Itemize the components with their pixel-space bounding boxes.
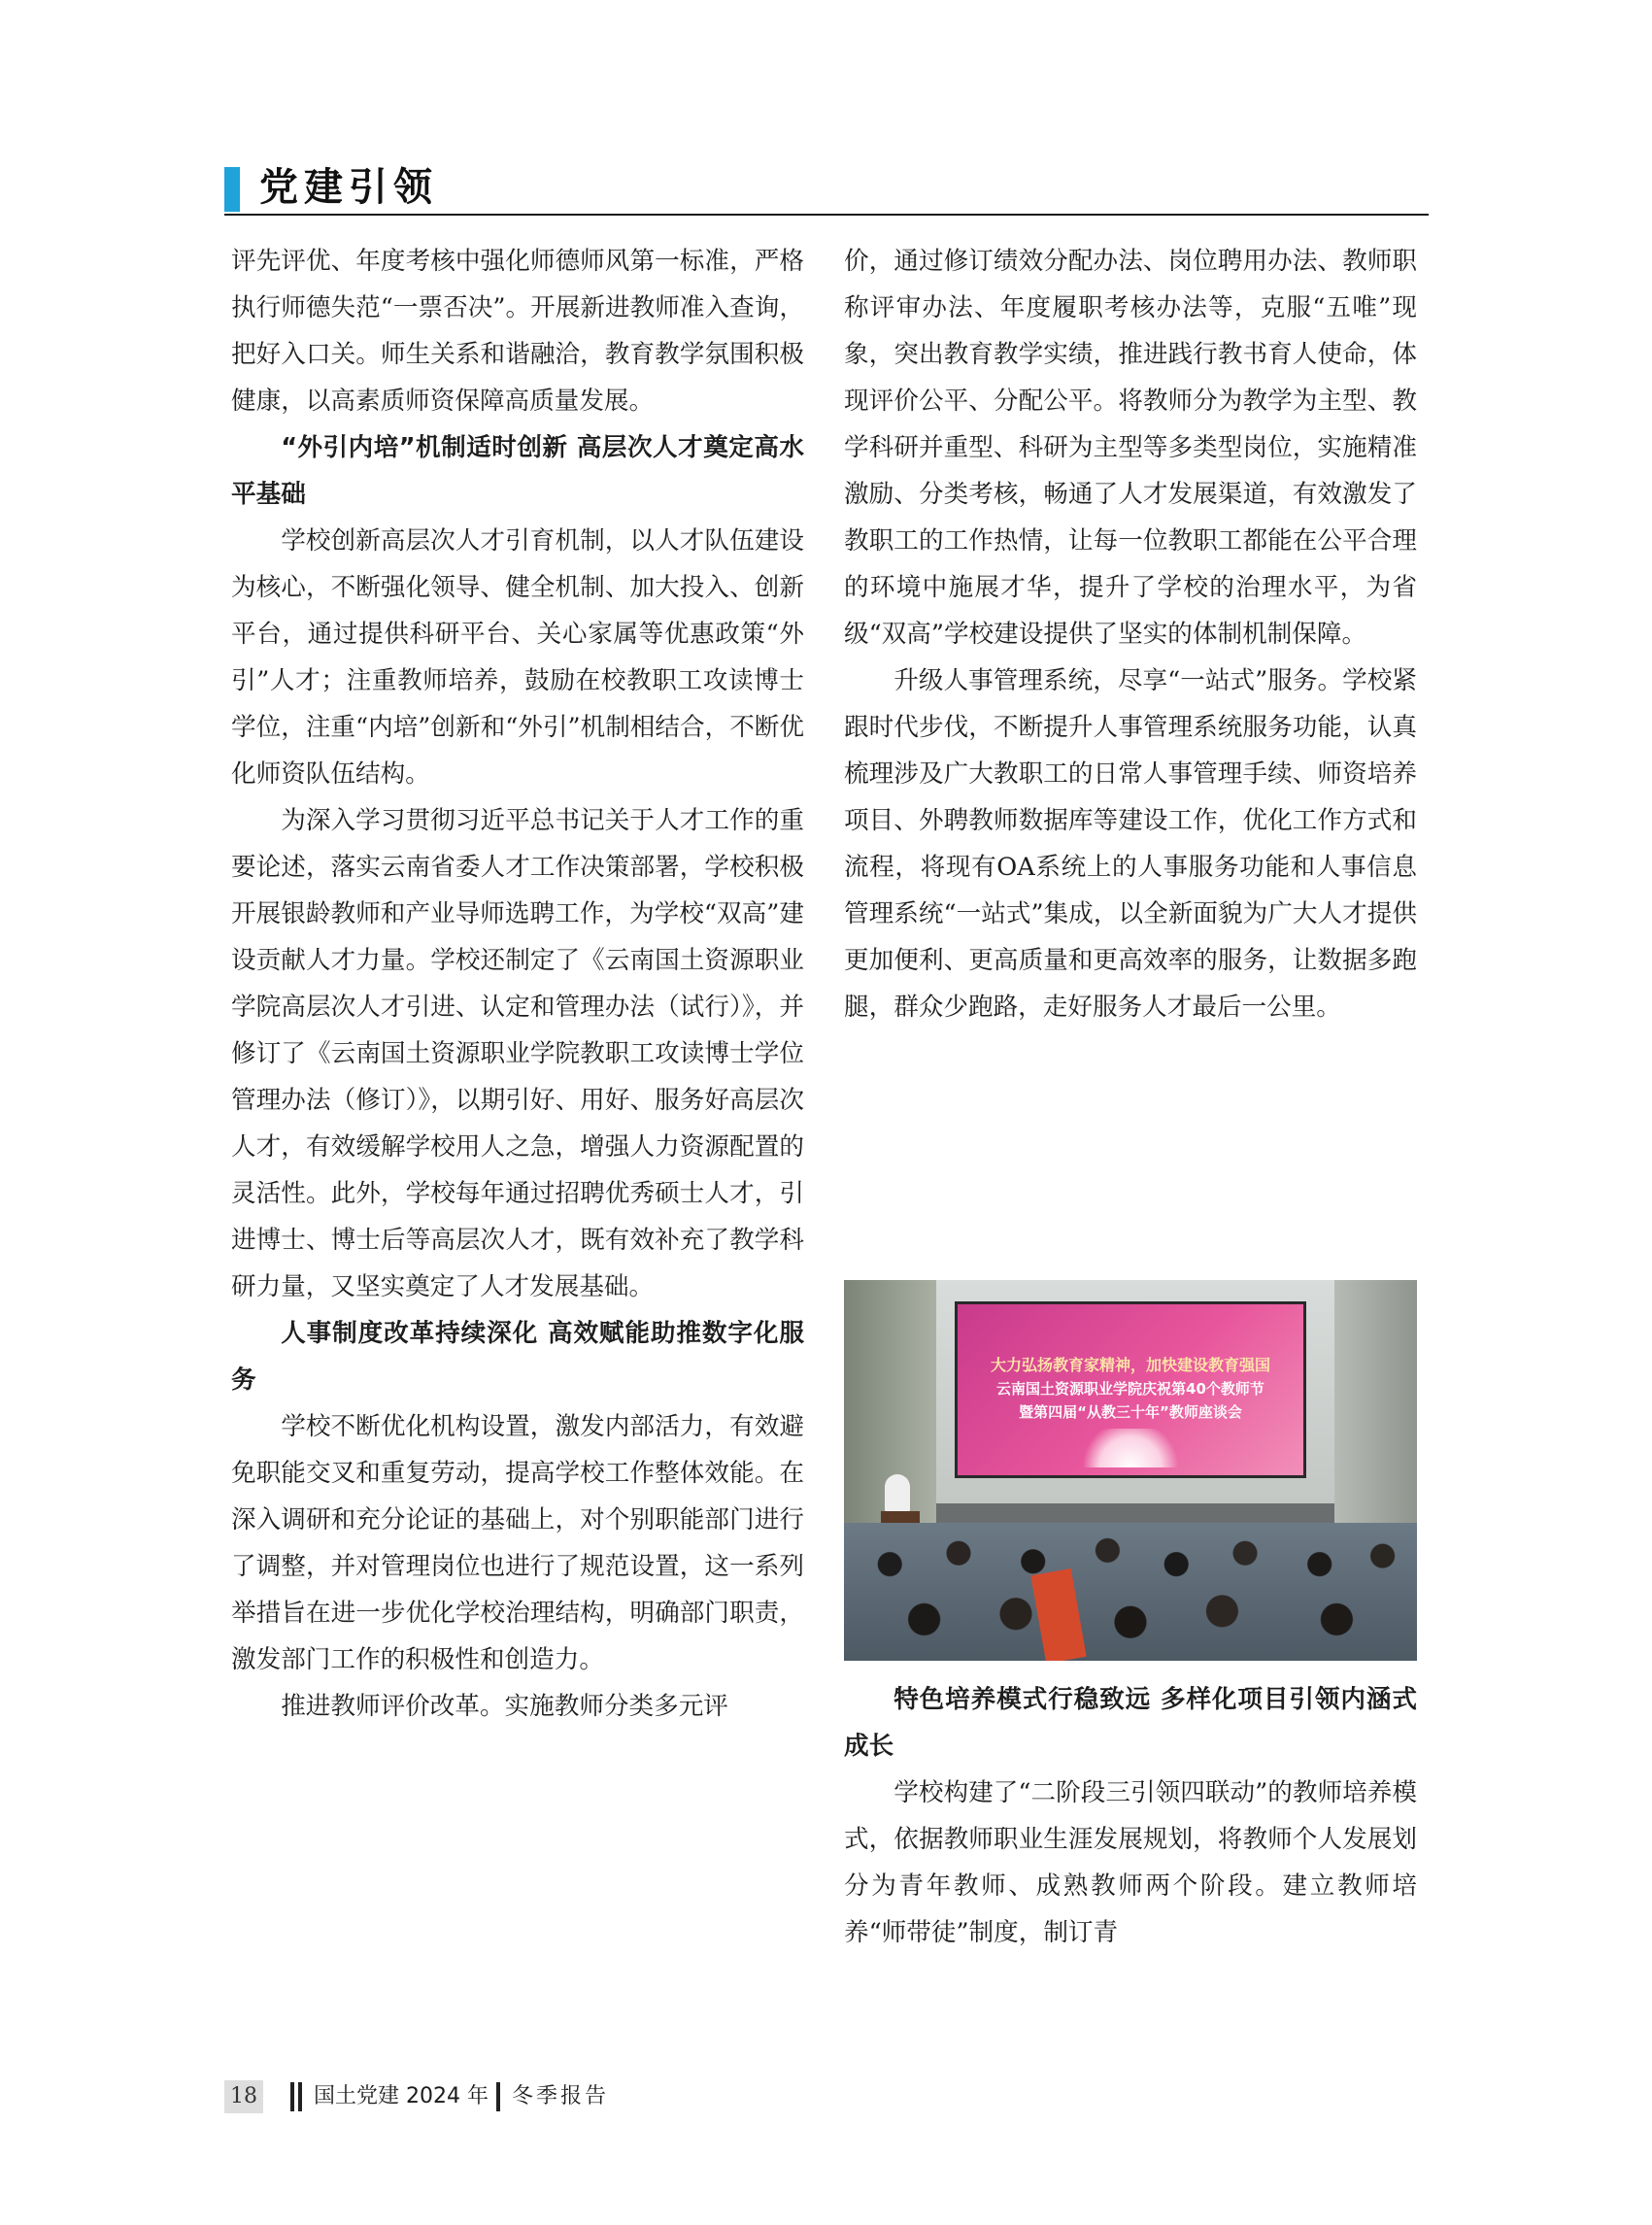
paragraph: 为深入学习贯彻习近平总书记关于人才工作的重要论述，落实云南省委人才工作决策部署，学校积极开展银龄教师和产业导师选聘工作，为学校“双高”建设贡献人才力量。学校还制定了《云南国土资源职业学院高层次人才引进、认定和管理办法（试行）》，并修订了《云南国土资源职业学院教职工攻读博士学位管理办法（修订）》，以期引好、用好、服务好高层次人才，有效缓解学校用人之急，增强人力资源配置的灵活性。此外，学校每年通过招聘优秀硕士人才，引进博士、博士后等高层次人才，既有效补充了教学科研力量，又坚实奠定了人才发展基础。 bbox=[231, 806, 804, 1301]
publication-name: 国土党建 2024 年 bbox=[314, 2084, 489, 2108]
subheading: “外引内培”机制适时创新 高层次人才奠定高水平基础 bbox=[231, 433, 804, 509]
stage-screen bbox=[955, 1301, 1306, 1478]
section-title: 党建引领 bbox=[259, 164, 438, 210]
speaker-figure bbox=[885, 1474, 910, 1513]
left-column bbox=[231, 238, 804, 1730]
right-column-lower bbox=[844, 1676, 1417, 1956]
subheading: 人事制度改革持续深化 高效赋能助推数字化服务 bbox=[231, 1319, 804, 1395]
section-header bbox=[224, 161, 1429, 216]
subheading: 特色培养模式行稳致远 多样化项目引领内涵式成长 bbox=[844, 1685, 1417, 1761]
paragraph: 升级人事管理系统，尽享“一站式”服务。学校紧跟时代步伐，不断提升人事管理系统服务功能，认真梳理涉及广大教职工的日常人事管理手续、师资培养项目、外聘教师数据库等建设工作，优化工作方式和流程，将现有OA系统上的人事服务功能和人事信息管理系统“一站式”集成，以全新面貌为广大人才提供更加便利、更高质量和更高效率的服务，让数据多跑腿，群众少跑路，走好服务人才最后一公里。 bbox=[844, 666, 1417, 1022]
right-column bbox=[844, 238, 1417, 1030]
issue-name: 冬季报告 bbox=[512, 2084, 610, 2108]
paragraph: 推进教师评价改革。实施教师分类多元评 bbox=[281, 1692, 728, 1721]
paragraph: 价，通过修订绩效分配办法、岗位聘用办法、教师职称评审办法、年度履职考核办法等，克服“五唯”现象，突出教育教学实绩，推进践行教书育人使命，体现评价公平、分配公平。将教师分为教学为主型、教学科研并重型、科研为主型等多类型岗位，实施精准激励、分类考核，畅通了人才发展渠道，有效激发了教职工的工作热情，让每一位教职工都能在公平合理的环境中施展才华，提升了学校的治理水平，为省级“双高”学校建设提供了坚实的体制机制保障。 bbox=[844, 247, 1417, 649]
screen-decoration bbox=[1074, 1429, 1187, 1467]
paragraph: 学校不断优化机构设置，激发内部活力，有效避免职能交叉和重复劳动，提高学校工作整体效能。在深入调研和充分论证的基础上，对个别职能部门进行了调整，并对管理岗位也进行了规范设置，这一系列举措旨在进一步优化学校治理结构，明确部门职责，激发部门工作的积极性和创造力。 bbox=[231, 1412, 804, 1674]
paragraph: 评先评优、年度考核中强化师德师风第一标准，严格执行师德失范“一票否决”。开展新进教师准入查询，把好入口关。师生关系和谐融洽，教育教学氛围积极健康，以高素质师资保障高质量发展。 bbox=[231, 247, 804, 416]
audience bbox=[844, 1523, 1417, 1661]
screen-banner-line: 大力弘扬教育家精神，加快建设教育强国 bbox=[990, 1356, 1270, 1374]
page-number: 18 bbox=[224, 2080, 263, 2113]
footer-divider bbox=[496, 2082, 500, 2111]
header-rule bbox=[224, 214, 1429, 216]
screen-banner-line: 云南国土资源职业学院庆祝第40个教师节 bbox=[996, 1380, 1264, 1398]
paragraph: 学校构建了“二阶段三引领四联动”的教师培养模式，依据教师职业生涯发展规划，将教师个人发展划分为青年教师、成熟教师两个阶段。建立教师培养“师带徒”制度，制订青 bbox=[844, 1778, 1417, 1947]
header-accent-bar bbox=[224, 167, 240, 212]
footer-double-bar bbox=[290, 2082, 302, 2111]
paragraph: 学校创新高层次人才引育机制，以人才队伍建设为核心，不断强化领导、健全机制、加大投入、创新平台，通过提供科研平台、关心家属等优惠政策“外引”人才；注重教师培养，鼓励在校教职工攻读博士学位，注重“内培”创新和“外引”机制相结合，不断优化师资队伍结构。 bbox=[231, 526, 804, 789]
screen-banner-line: 暨第四届“从教三十年”教师座谈会 bbox=[1019, 1403, 1242, 1421]
event-photo bbox=[844, 1280, 1417, 1661]
